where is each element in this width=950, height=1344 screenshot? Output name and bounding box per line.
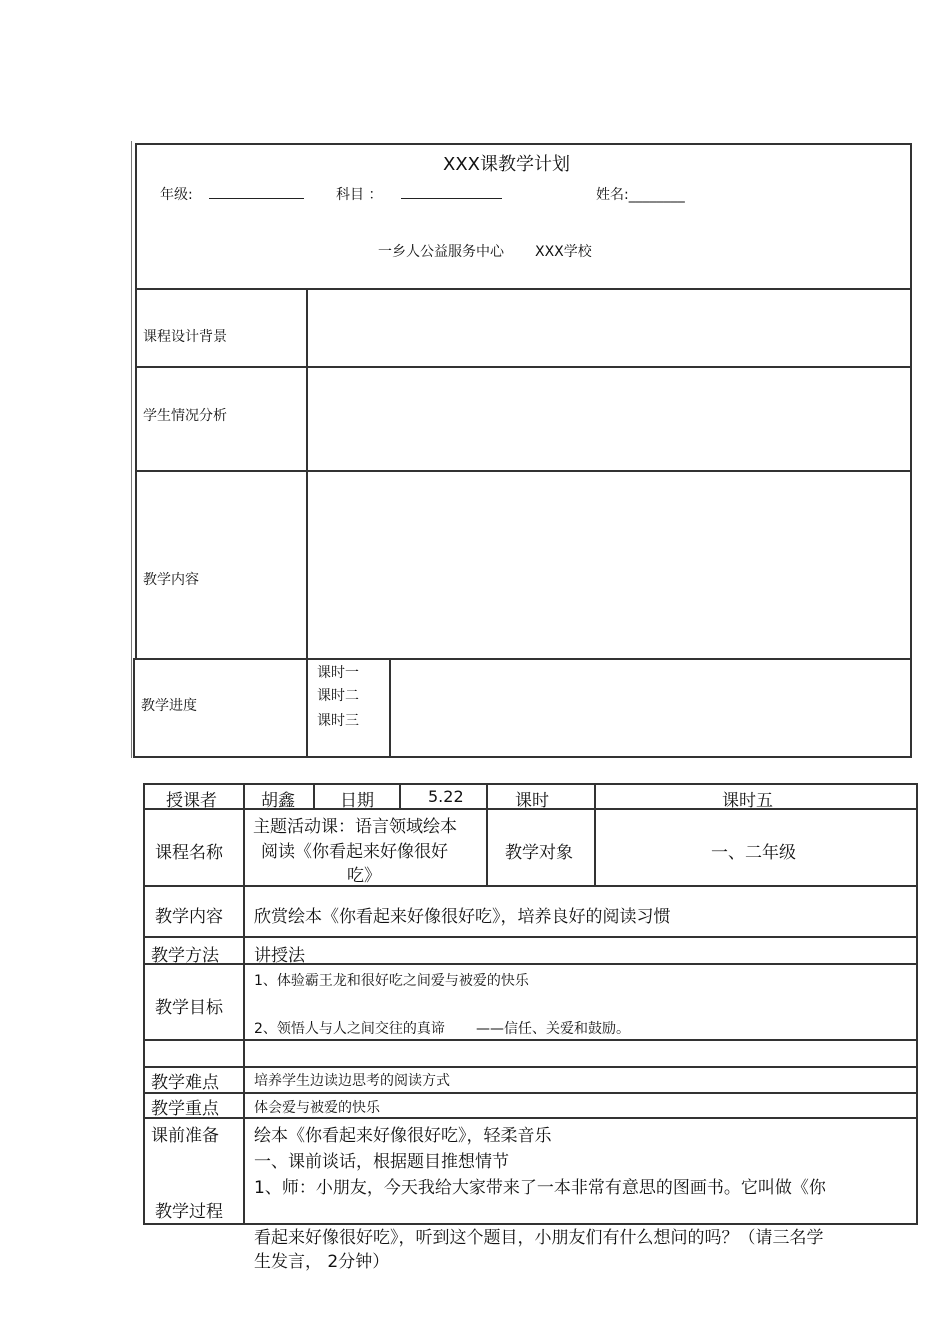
- lesson-two: 课时二: [317, 688, 359, 704]
- col-divider: [486, 783, 488, 887]
- difficulty-value: 培养学生边读边思考的阅读方式: [254, 1073, 450, 1089]
- process-step-text: 看起来好像很好吃》，听到这个题目，小朋友们有什么想问的吗？（请三名学: [254, 1228, 824, 1248]
- subject-field[interactable]: [401, 198, 502, 199]
- course-name-line-2: 阅读《你看起来好像很好: [261, 842, 448, 862]
- background-label: 课程设计背景: [143, 329, 227, 345]
- teacher-value: 胡鑫: [261, 791, 295, 811]
- row-divider: [143, 885, 918, 887]
- period-value: 课时五: [722, 791, 773, 811]
- row-divider: [143, 1092, 918, 1094]
- goal-two: 2、领悟人与人之间交往的真谛: [254, 1021, 445, 1037]
- row-divider: [143, 1066, 918, 1068]
- focus-label: 教学重点: [151, 1099, 219, 1119]
- process-step-text: 生发言， 2分钟）: [254, 1252, 390, 1272]
- date-value: 5.22: [428, 787, 464, 806]
- progress-row: [133, 658, 912, 758]
- target-label: 教学对象: [505, 843, 573, 863]
- students-row: [135, 366, 912, 472]
- plan-title: XXX课教学计划: [443, 154, 570, 175]
- prep-value: 绘本《你看起来好像很好吃》，轻柔音乐: [254, 1126, 552, 1146]
- org-name: 一乡人公益服务中心: [378, 244, 504, 260]
- progress-column-divider: [389, 658, 391, 758]
- difficulty-label: 教学难点: [151, 1073, 219, 1093]
- target-value: 一、二年级: [711, 843, 796, 863]
- process-step-text: 1、师：小朋友，今天我给大家带来了一本非常有意思的图画书。它叫做《你: [254, 1178, 826, 1198]
- method-value: 讲授法: [254, 946, 305, 966]
- name-label: 姓名:________: [596, 187, 685, 203]
- teacher-label: 授课者: [166, 791, 217, 811]
- label-column-divider: [243, 783, 245, 1225]
- students-label: 学生情况分析: [143, 408, 227, 424]
- row-divider: [143, 1039, 918, 1041]
- content-label: 教学内容: [155, 907, 223, 927]
- course-label: 课程名称: [155, 843, 223, 863]
- content-label: 教学内容: [143, 572, 199, 588]
- grade-field[interactable]: [209, 198, 304, 199]
- focus-value: 体会爱与被爱的快乐: [254, 1100, 380, 1116]
- col-divider: [594, 783, 596, 887]
- row-divider: [143, 1117, 918, 1119]
- background-row: [135, 288, 912, 368]
- goal-two-suffix: ——信任、关爱和鼓励。: [476, 1021, 630, 1037]
- grade-label: 年级:: [160, 187, 193, 203]
- content-value: 欣赏绘本《你看起来好像很好吃》，培养良好的阅读习惯: [254, 907, 671, 927]
- goal-label: 教学目标: [155, 998, 223, 1018]
- col-divider: [313, 783, 315, 810]
- plan-column-divider: [306, 288, 308, 758]
- row-divider: [143, 936, 918, 938]
- progress-label: 教学进度: [141, 698, 197, 714]
- school-name: XXX学校: [535, 244, 592, 260]
- process-step-heading: 一、课前谈话，根据题目推想情节: [254, 1152, 509, 1172]
- date-label: 日期: [340, 791, 374, 811]
- course-name-line-1: 主题活动课：语言领域绘本: [253, 817, 457, 837]
- subject-label: 科目 ：: [336, 187, 383, 203]
- goal-one: 1、体验霸王龙和很好吃之间爱与被爱的快乐: [254, 973, 529, 989]
- lesson-three: 课时三: [317, 713, 359, 729]
- col-divider: [399, 783, 401, 810]
- lesson-one: 课时一: [317, 665, 359, 681]
- course-name-line-3: 吃》: [347, 866, 381, 886]
- method-label: 教学方法: [151, 946, 219, 966]
- process-label: 教学过程: [155, 1202, 223, 1222]
- period-label: 课时: [515, 791, 549, 811]
- prep-label: 课前准备: [151, 1126, 219, 1146]
- plan-left-edge: [131, 141, 132, 758]
- content-row: [135, 470, 912, 660]
